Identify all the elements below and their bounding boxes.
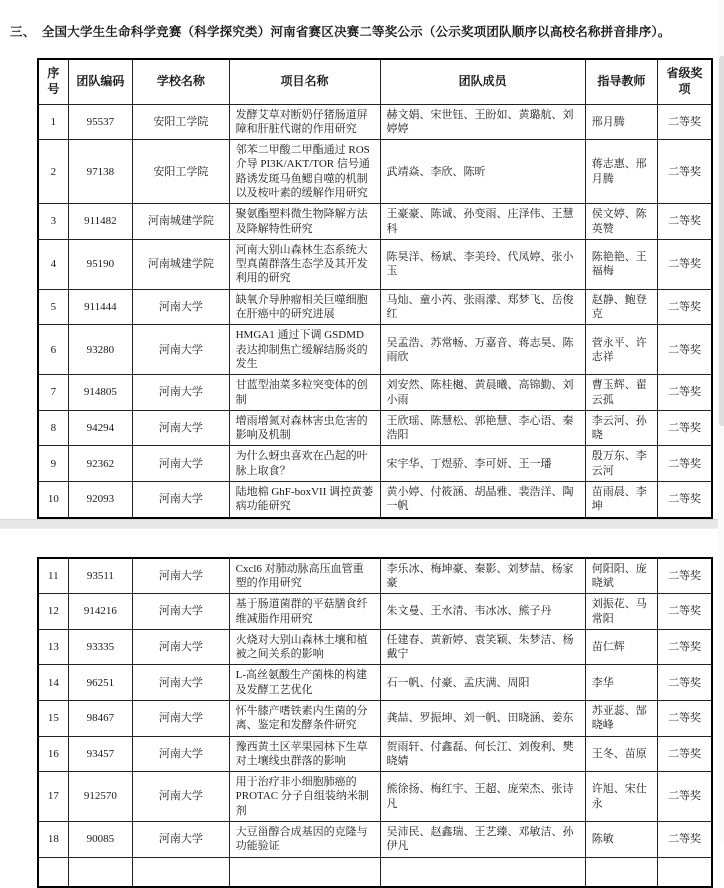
cell-school: 河南城建学院	[133, 239, 230, 289]
cell-award: 二等奖	[658, 822, 712, 858]
table-row	[38, 558, 712, 594]
cell-school: 河南大学	[133, 736, 230, 772]
cell-school: 河南大学	[133, 325, 230, 375]
cell-members: 吴孟浩、苏常畅、万嘉音、蒋志昊、陈雨欣	[380, 325, 585, 375]
cell-no: 7	[38, 375, 68, 411]
cell-code: 911482	[68, 204, 132, 240]
cell-school: 河南大学	[133, 701, 230, 737]
cell-code: 912570	[68, 772, 132, 822]
scrollbar-thumb[interactable]	[719, 56, 724, 426]
cell-teachers: 菅永平、许志祥	[585, 325, 657, 375]
cell-no: 12	[38, 594, 68, 630]
column-header-award: 省级奖项	[658, 59, 712, 105]
cell-school: 河南大学	[133, 594, 230, 630]
cell-no: 13	[38, 629, 68, 665]
cell-award: 二等奖	[658, 772, 712, 822]
cell-no: 17	[38, 772, 68, 822]
cell-award: 二等奖	[658, 410, 712, 446]
column-header-school: 学校名称	[133, 59, 230, 105]
cell-no: 5	[38, 289, 68, 325]
cell-project: 怀牛膝产嗜铁素内生菌的分离、鉴定和发酵条件研究	[229, 701, 380, 737]
cell-no: 4	[38, 239, 68, 289]
cell-school: 河南大学	[133, 772, 230, 822]
page-break-separator	[0, 519, 724, 529]
table-row	[38, 736, 712, 772]
cell-award: 二等奖	[658, 482, 712, 518]
cell-code: 95537	[68, 104, 132, 140]
cell-no: 18	[38, 822, 68, 858]
cell-award: 二等奖	[658, 375, 712, 411]
cell-code: 914805	[68, 375, 132, 411]
cell-no: 16	[38, 736, 68, 772]
cell-award: 二等奖	[658, 104, 712, 140]
cell-code: 92093	[68, 482, 132, 518]
cell-no: 1	[38, 104, 68, 140]
cell-teachers: 李云河、孙晓	[585, 410, 657, 446]
cell-teachers: 邢月腾	[585, 104, 657, 140]
cell-empty	[229, 857, 380, 887]
table-row	[38, 594, 712, 630]
cell-school: 河南大学	[133, 558, 230, 594]
cell-teachers: 苗雨晨、李坤	[585, 482, 657, 518]
cell-no: 11	[38, 558, 68, 594]
cell-teachers: 殷万东、李云河	[585, 446, 657, 482]
cell-empty	[68, 857, 132, 887]
cell-project: 豫西黄土区苹果园林下生草对土壤线虫群落的影响	[229, 736, 380, 772]
cell-project: 基于肠道菌群的平菇膳食纤维减脂作用研究	[229, 594, 380, 630]
cell-school: 安阳工学院	[133, 104, 230, 140]
cell-members: 马灿、童小芮、张雨濛、郑梦飞、岳俊红	[380, 289, 585, 325]
cell-members: 吴沛民、赵鑫瑞、王艺臻、邓敏洁、孙伊凡	[380, 822, 585, 858]
cell-no: 8	[38, 410, 68, 446]
award-table-page-2	[37, 557, 713, 888]
cell-school: 河南大学	[133, 289, 230, 325]
cell-project: 发酵艾草对断奶仔猪肠道屏障和肝脏代谢的作用研究	[229, 104, 380, 140]
cell-project: 甘蓝型油菜多粒突变体的创制	[229, 375, 380, 411]
cell-code: 97138	[68, 140, 132, 204]
cell-teachers: 赵静、鲍登克	[585, 289, 657, 325]
cell-empty	[380, 857, 585, 887]
table-row	[38, 289, 712, 325]
cell-award: 二等奖	[658, 736, 712, 772]
cell-school: 河南大学	[133, 446, 230, 482]
cell-school: 河南城建学院	[133, 204, 230, 240]
cell-school: 河南大学	[133, 410, 230, 446]
cell-no: 15	[38, 701, 68, 737]
cell-code: 93280	[68, 325, 132, 375]
cell-members: 贺雨轩、付鑫磊、何长江、刘俊利、樊晓婧	[380, 736, 585, 772]
table-body	[38, 558, 712, 887]
cell-project: 聚氨酯塑料微生物降解方法及降解特性研究	[229, 204, 380, 240]
cell-no: 14	[38, 665, 68, 701]
cell-project: 缺氧介导肿瘤相关巨噬细胞在肝癌中的研究进展	[229, 289, 380, 325]
cell-members: 任建春、黄新婷、袁笑颖、朱梦洁、杨戴宁	[380, 629, 585, 665]
cell-project: 用于治疗非小细胞肺癌的 PROTAC 分子自组装纳米制剂	[229, 772, 380, 822]
cell-code: 98467	[68, 701, 132, 737]
table-row	[38, 665, 712, 701]
cell-award: 二等奖	[658, 140, 712, 204]
cell-award: 二等奖	[658, 446, 712, 482]
cell-teachers: 王冬、苗原	[585, 736, 657, 772]
cell-members: 王豪豪、陈诚、孙变雨、庄泽伟、王慧科	[380, 204, 585, 240]
cell-award: 二等奖	[658, 594, 712, 630]
cell-code: 90085	[68, 822, 132, 858]
cell-award: 二等奖	[658, 204, 712, 240]
cell-code: 94294	[68, 410, 132, 446]
column-header-no: 序号	[38, 59, 68, 105]
cell-school: 河南大学	[133, 375, 230, 411]
table-row	[38, 375, 712, 411]
cell-members: 赫文娟、宋世钰、王盼如、黄璐航、刘婷婷	[380, 104, 585, 140]
cell-members: 李乐冰、梅坤豪、秦影、刘梦喆、杨家豪	[380, 558, 585, 594]
column-header-code: 团队编码	[68, 59, 132, 105]
table-row	[38, 772, 712, 822]
cell-teachers: 侯文婷、陈英赞	[585, 204, 657, 240]
column-header-teachers: 指导教师	[585, 59, 657, 105]
table-row	[38, 701, 712, 737]
clipped-next-row	[38, 857, 712, 887]
cell-no: 2	[38, 140, 68, 204]
cell-code: 96251	[68, 665, 132, 701]
cell-project: L-高丝氨酸生产菌株的构建及发酵工艺优化	[229, 665, 380, 701]
cell-teachers: 曹玉辉、翟云孤	[585, 375, 657, 411]
table-row	[38, 629, 712, 665]
cell-teachers: 陈艳艳、王福梅	[585, 239, 657, 289]
header-row	[38, 59, 712, 105]
table-row	[38, 822, 712, 858]
cell-project: HMGA1 通过下调 GSDMD 表达抑制焦亡缓解结肠炎的发生	[229, 325, 380, 375]
cell-school: 河南大学	[133, 482, 230, 518]
cell-project: 河南大别山森林生态系统大型真菌群落生态学及其开发利用的研究	[229, 239, 380, 289]
cell-award: 二等奖	[658, 629, 712, 665]
column-header-members: 团队成员	[380, 59, 585, 105]
cell-school: 安阳工学院	[133, 140, 230, 204]
table-body	[38, 104, 712, 518]
cell-school: 河南大学	[133, 629, 230, 665]
cell-members: 石一帆、付豪、孟庆满、周阳	[380, 665, 585, 701]
cell-award: 二等奖	[658, 701, 712, 737]
cell-project: 火烧对大别山森林土壤和植被之间关系的影响	[229, 629, 380, 665]
cell-school: 河南大学	[133, 822, 230, 858]
cell-award: 二等奖	[658, 325, 712, 375]
cell-members: 熊徐扬、梅红宇、王超、庞荣杰、张诗凡	[380, 772, 585, 822]
cell-no: 10	[38, 482, 68, 518]
cell-members: 王欣瑶、陈慧松、郭艳慧、李心语、秦浩阳	[380, 410, 585, 446]
award-table-page-1	[37, 58, 713, 519]
cell-members: 黄小婷、付筱涵、胡晶雅、裴浩洋、陶一帆	[380, 482, 585, 518]
cell-award: 二等奖	[658, 289, 712, 325]
cell-teachers: 苏亚蕊、郜晓峰	[585, 701, 657, 737]
cell-project: 陆地棉 GhF-boxVII 调控黄萎病功能研究	[229, 482, 380, 518]
cell-empty	[585, 857, 657, 887]
table-row	[38, 410, 712, 446]
cell-code: 93335	[68, 629, 132, 665]
cell-teachers: 何阳阳、庞晓斌	[585, 558, 657, 594]
cell-empty	[133, 857, 230, 887]
cell-award: 二等奖	[658, 665, 712, 701]
cell-teachers: 刘振花、马常阳	[585, 594, 657, 630]
cell-members: 武靖焱、李欣、陈昕	[380, 140, 585, 204]
cell-empty	[658, 857, 712, 887]
document-title: 三、 全国大学生生命科学竞赛（科学探究类）河南省赛区决赛二等奖公示（公示奖项团队顺序以高校名称拼音排序）。	[10, 25, 671, 39]
cell-award: 二等奖	[658, 558, 712, 594]
document-page-2	[0, 529, 724, 888]
cell-empty	[38, 857, 68, 887]
cell-members: 刘安然、陈桂樾、黄晨曦、高锦勤、刘小雨	[380, 375, 585, 411]
cell-project: 邻苯二甲酸二甲酯通过 ROS 介导 PI3K/AKT/TOR 信号通路诱发斑马鱼鳃自噬的机制以及桉叶素的缓解作用研究	[229, 140, 380, 204]
cell-school: 河南大学	[133, 665, 230, 701]
table-row	[38, 325, 712, 375]
cell-members: 陈昊洋、杨斌、李美玲、代凤婷、张小玉	[380, 239, 585, 289]
cell-award: 二等奖	[658, 239, 712, 289]
cell-project: 为什么蚜虫喜欢在凸起的叶脉上取食？	[229, 446, 380, 482]
cell-no: 6	[38, 325, 68, 375]
cell-members: 龚喆、罗振坤、刘一帆、田晓涵、姜东	[380, 701, 585, 737]
cell-teachers: 苗仁辉	[585, 629, 657, 665]
table-row	[38, 446, 712, 482]
table-row	[38, 482, 712, 518]
cell-no: 3	[38, 204, 68, 240]
table-row	[38, 104, 712, 140]
cell-code: 95190	[68, 239, 132, 289]
column-header-project: 项目名称	[229, 59, 380, 105]
cell-code: 914216	[68, 594, 132, 630]
cell-code: 92362	[68, 446, 132, 482]
scrollbar-track[interactable]	[718, 0, 724, 841]
table-row	[38, 204, 712, 240]
table-row	[38, 239, 712, 289]
cell-teachers: 陈敏	[585, 822, 657, 858]
cell-code: 93457	[68, 736, 132, 772]
table-row	[38, 140, 712, 204]
cell-project: Cxcl6 对肺动脉高压血管重塑的作用研究	[229, 558, 380, 594]
cell-teachers: 李华	[585, 665, 657, 701]
cell-code: 93511	[68, 558, 132, 594]
cell-project: 大豆甾醇合成基因的克隆与功能验证	[229, 822, 380, 858]
cell-code: 911444	[68, 289, 132, 325]
cell-members: 宋宇华、丁煜骄、李可妍、王一璠	[380, 446, 585, 482]
cell-members: 朱文曼、王水清、韦冰冰、熊子丹	[380, 594, 585, 630]
cell-no: 9	[38, 446, 68, 482]
table-header	[38, 59, 712, 105]
cell-teachers: 许旭、宋仕永	[585, 772, 657, 822]
cell-teachers: 蒋志惠、邢月腾	[585, 140, 657, 204]
cell-project: 增雨增氮对森林害虫危害的影响及机制	[229, 410, 380, 446]
